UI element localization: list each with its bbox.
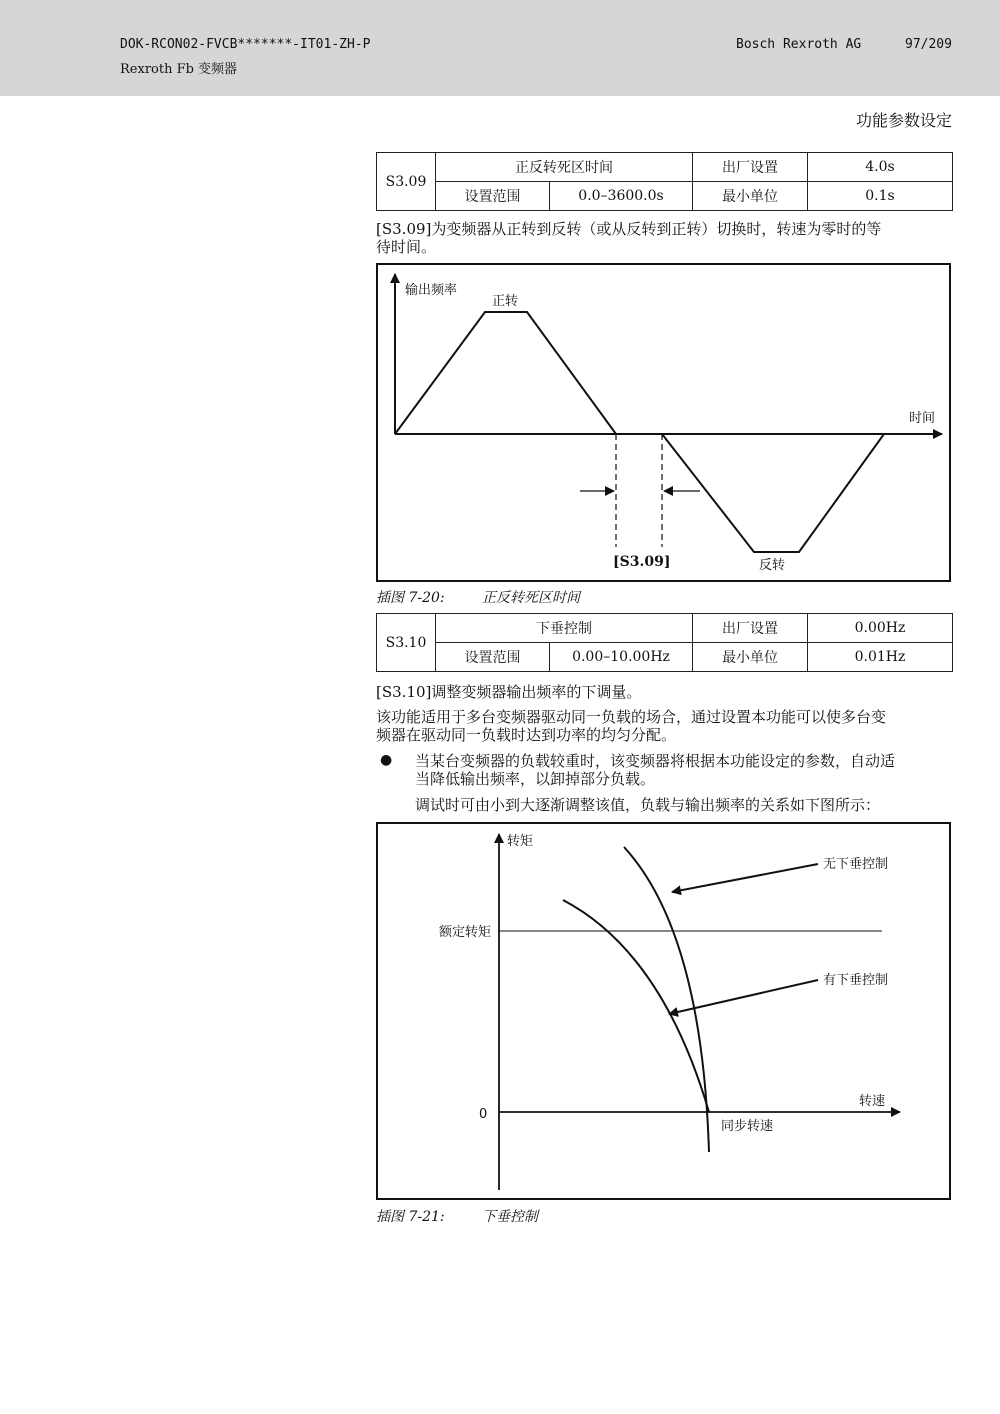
caption-text: 正反转死区时间: [482, 590, 580, 606]
paragraph-s3-09: [376, 220, 952, 256]
paragraph-line: 调试时可由小到大逐渐调整该值，负载与输出频率的关系如下图所示：: [415, 796, 881, 814]
paragraph-line: 频器在驱动同一负载时达到功率的均匀分配。: [376, 726, 677, 744]
forward-curve: [395, 312, 616, 434]
range-label: 设置范围: [436, 182, 550, 211]
unit-label: 最小单位: [693, 182, 808, 211]
sync-speed-label: 同步转速: [721, 1119, 774, 1134]
factory-label: 出厂设置: [693, 153, 808, 182]
paragraph-line: 当降低输出频率，以卸掉部分负载。: [415, 770, 656, 788]
factory-label: 出厂设置: [693, 614, 808, 643]
deadzone-label: [S3.09]: [613, 554, 671, 570]
y-axis-label: 输出频率: [405, 283, 458, 298]
x-axis-label: 转速: [859, 1094, 886, 1109]
caption-text: 下垂控制: [482, 1209, 538, 1225]
figure-deadzone: [376, 263, 951, 582]
reverse-label: 反转: [759, 558, 786, 573]
deadzone-chart: [378, 265, 953, 584]
zero-label: 0: [479, 1107, 488, 1122]
unit-label: 最小单位: [693, 643, 808, 672]
paragraph-usage: [376, 708, 952, 744]
range-label: 设置范围: [436, 643, 550, 672]
caption-number: 插图 7-20:: [376, 590, 445, 606]
bullet-text: [415, 752, 955, 814]
figure-caption-7-21: [376, 1206, 538, 1226]
paragraph-line: 当某台变频器的负载较重时，该变频器将根据本功能设定的参数，自动适: [415, 752, 896, 770]
paragraph-line: 待时间。: [376, 238, 437, 256]
page-header: [0, 0, 1000, 96]
x-axis-label: 时间: [909, 411, 936, 426]
paragraph-line: [S3.09]为变频器从正转到反转（或从反转到正转）切换时，转速为零时的等: [376, 220, 882, 238]
caption-number: 插图 7-21:: [376, 1209, 445, 1225]
param-table-s3-10: [376, 613, 953, 672]
y-axis-label: 转矩: [507, 834, 534, 849]
range-value: 0.00–10.00Hz: [550, 643, 693, 672]
curve-with-droop: [563, 900, 709, 1112]
figure-caption-7-20: [376, 587, 580, 607]
curve-no-droop: [624, 847, 709, 1152]
droop-chart: [378, 824, 953, 1202]
unit-value: 0.1s: [808, 182, 953, 211]
page-number: 97/209: [905, 37, 952, 52]
param-name: 下垂控制: [436, 614, 693, 643]
product-name: Rexroth Fb 变频器: [120, 62, 238, 77]
param-code: S3.09: [377, 153, 436, 211]
forward-label: 正转: [492, 294, 519, 309]
doc-id: DOK-RCON02-FVCB*******-IT01-ZH-P: [120, 37, 371, 52]
param-table-s3-09: [376, 152, 953, 211]
with-droop-label: 有下垂控制: [823, 973, 889, 988]
paragraph-s3-10: [S3.10]调整变频器输出频率的下调量。: [376, 683, 642, 701]
no-droop-label: 无下垂控制: [823, 857, 889, 872]
param-code: S3.10: [377, 614, 436, 672]
paragraph-line: 该功能适用于多台变频器驱动同一负载的场合，通过设置本功能可以使多台变: [376, 708, 887, 726]
unit-value: 0.01Hz: [808, 643, 953, 672]
bullet-icon: ●: [380, 752, 393, 768]
range-value: 0.0–3600.0s: [550, 182, 693, 211]
figure-droop: [376, 822, 951, 1200]
factory-value: 0.00Hz: [808, 614, 953, 643]
rated-torque-label: 额定转矩: [439, 925, 492, 940]
arrow-no-droop: [672, 864, 818, 892]
company-name: Bosch Rexroth AG: [736, 37, 862, 52]
factory-value: 4.0s: [808, 153, 953, 182]
param-name: 正反转死区时间: [436, 153, 693, 182]
section-title: 功能参数设定: [855, 111, 952, 130]
reverse-curve: [662, 434, 884, 552]
